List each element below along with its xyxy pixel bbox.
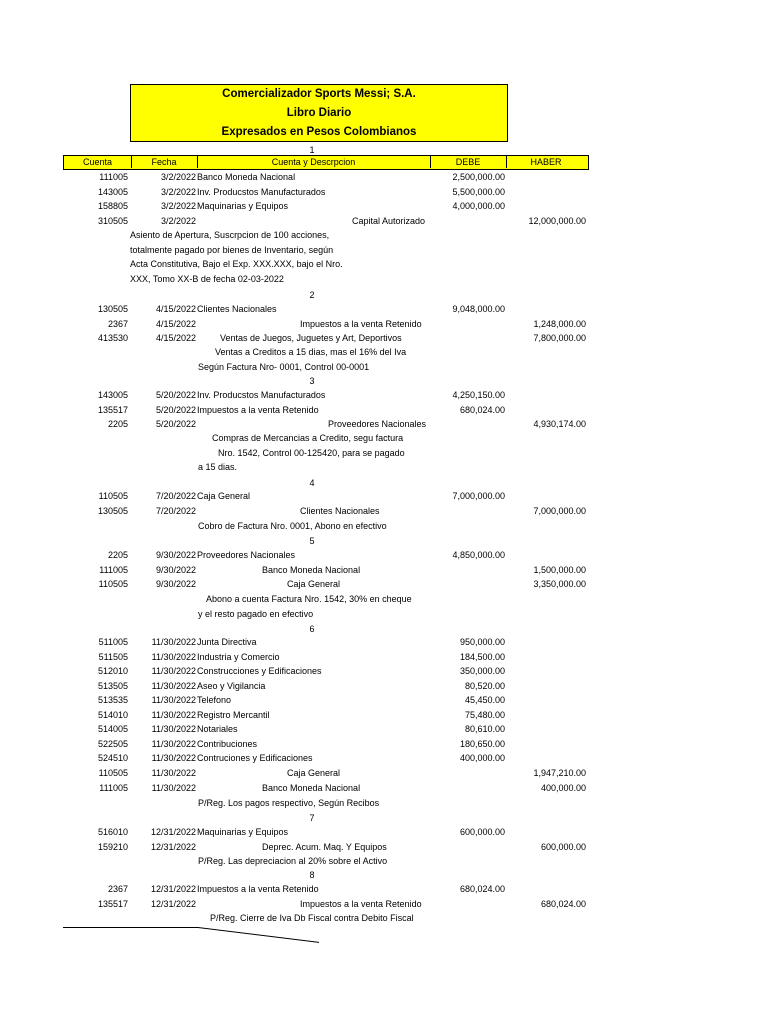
entry-number: 7 bbox=[309, 813, 315, 823]
debit-amount: 950,000.00 bbox=[459, 637, 505, 647]
account-description: Telefono bbox=[197, 695, 232, 706]
account-description: Maquinarias y Equipos bbox=[197, 827, 289, 837]
entry-note: P/Reg. Las depreciacion al 20% sobre el Activo bbox=[198, 856, 388, 866]
entry-note: Según Factura Nro- 0001, Control 00-0001 bbox=[198, 361, 370, 372]
entry-note: Nro. 1542, Control 00-125420, para se pagado bbox=[218, 447, 405, 458]
account-description: Impuestos a la venta Retenido bbox=[197, 884, 319, 894]
account-description: Clientes Nacionales bbox=[300, 506, 380, 516]
account-description: Caja General bbox=[287, 767, 341, 778]
journal-row bbox=[0, 635, 768, 649]
account-code: 143005 bbox=[97, 390, 128, 400]
entry-date: 5/20/2022 bbox=[155, 390, 196, 400]
journal-row bbox=[0, 331, 768, 345]
company-name: Comercializador Sports Messi; S.A. bbox=[222, 88, 416, 100]
debit-amount: 600,000.00 bbox=[459, 827, 505, 837]
account-code: 512010 bbox=[97, 666, 128, 677]
account-code: 111005 bbox=[99, 782, 128, 793]
entry-date: 9/30/2022 bbox=[155, 564, 196, 575]
credit-amount: 1,947,210.00 bbox=[533, 767, 586, 778]
journal-name: Libro Diario bbox=[286, 107, 352, 119]
entry-date: 12/31/2022 bbox=[150, 898, 196, 909]
account-code: 110505 bbox=[98, 767, 128, 778]
account-description: Inv. Producstos Manufacturados bbox=[197, 186, 326, 197]
journal-row bbox=[0, 882, 768, 896]
debit-amount: 180,650.00 bbox=[459, 738, 505, 749]
journal-row bbox=[0, 825, 768, 839]
account-code: 110505 bbox=[98, 491, 128, 501]
account-description: Contribuciones bbox=[197, 738, 258, 749]
debit-amount: 45,450.00 bbox=[464, 695, 505, 706]
bottom-rule bbox=[63, 927, 198, 928]
entry-number: 2 bbox=[309, 290, 315, 300]
account-code: 130505 bbox=[97, 304, 128, 314]
debit-amount: 4,250,150.00 bbox=[452, 390, 505, 400]
credit-amount: 400,000.00 bbox=[540, 782, 586, 793]
credit-amount: 680,024.00 bbox=[540, 898, 586, 909]
journal-row bbox=[0, 214, 768, 228]
credit-amount: 12,000,000.00 bbox=[528, 215, 586, 226]
account-description: Proveedores Nacionales bbox=[328, 419, 427, 429]
entry-note: Acta Constitutiva, Bajo el Exp. XXX.XXX, bajo el Nro. bbox=[130, 259, 343, 270]
entry-date: 11/30/2022 bbox=[151, 724, 196, 735]
credit-amount: 600,000.00 bbox=[540, 841, 586, 852]
journal-row bbox=[0, 388, 768, 402]
debit-amount: 7,000,000.00 bbox=[452, 491, 505, 501]
entry-date: 12/31/2022 bbox=[150, 841, 196, 852]
entry-date: 3/2/2022 bbox=[160, 186, 196, 197]
journal-row bbox=[0, 317, 768, 331]
journal-row bbox=[0, 737, 768, 751]
debit-amount: 4,850,000.00 bbox=[452, 550, 505, 560]
account-code: 130505 bbox=[97, 506, 128, 516]
entry-note: P/Reg. Cierre de Iva Db Fiscal contra Debito Fiscal bbox=[210, 913, 414, 923]
entry-date: 7/20/2022 bbox=[155, 491, 196, 501]
journal-row bbox=[0, 650, 768, 664]
entry-date: 9/30/2022 bbox=[155, 550, 196, 560]
entry-date: 11/30/2022 bbox=[151, 651, 196, 662]
debit-amount: 680,024.00 bbox=[459, 884, 505, 894]
entry-date: 9/30/2022 bbox=[155, 579, 196, 590]
account-description: Impuestos a la venta Retenido bbox=[300, 318, 422, 329]
account-description: Contruciones y Edificaciones bbox=[197, 753, 313, 764]
account-description: Inv. Producstos Manufacturados bbox=[197, 390, 326, 400]
account-description: Registro Mercantil bbox=[197, 709, 270, 720]
credit-amount: 1,248,000.00 bbox=[533, 318, 586, 329]
credit-amount: 1,500,000.00 bbox=[533, 564, 586, 575]
account-code: 310505 bbox=[97, 215, 128, 226]
entry-date: 11/30/2022 bbox=[151, 695, 196, 706]
entry-note: a 15 dias. bbox=[198, 462, 238, 473]
journal-title-block bbox=[130, 84, 508, 142]
entry-date: 11/30/2022 bbox=[151, 709, 196, 720]
debit-amount: 400,000.00 bbox=[459, 753, 505, 764]
account-code: 413530 bbox=[97, 333, 128, 343]
account-code: 2205 bbox=[107, 550, 128, 560]
entry-date: 7/20/2022 bbox=[155, 506, 196, 516]
account-code: 522505 bbox=[97, 738, 128, 749]
account-description: Clientes Nacionales bbox=[197, 304, 277, 314]
account-code: 135517 bbox=[97, 898, 128, 909]
account-code: 513535 bbox=[97, 695, 128, 706]
journal-row bbox=[0, 781, 768, 795]
entry-date: 3/2/2022 bbox=[160, 172, 196, 182]
account-code: 158805 bbox=[97, 201, 128, 212]
entry-note: Abono a cuenta Factura Nro. 1542, 30% en cheque bbox=[206, 594, 412, 604]
entry-date: 11/30/2022 bbox=[151, 637, 196, 647]
entry-note: y el resto pagado en efectivo bbox=[198, 608, 314, 619]
debit-amount: 350,000.00 bbox=[459, 666, 505, 677]
entry-date: 4/15/2022 bbox=[155, 304, 196, 314]
journal-row bbox=[0, 664, 768, 678]
header-descripcion: Cuenta y Descrpcion bbox=[197, 156, 431, 168]
entry-date: 11/30/2022 bbox=[151, 680, 196, 691]
entry-note: Asiento de Apertura, Suscrpcion de 100 acciones, bbox=[130, 230, 330, 240]
account-code: 2367 bbox=[107, 318, 128, 329]
debit-amount: 75,480.00 bbox=[464, 709, 505, 720]
entry-date: 11/30/2022 bbox=[151, 767, 196, 778]
account-code: 159210 bbox=[97, 841, 128, 852]
debit-amount: 4,000,000.00 bbox=[452, 201, 505, 212]
journal-row bbox=[0, 403, 768, 417]
account-code: 111005 bbox=[99, 564, 128, 575]
entry-date: 3/2/2022 bbox=[160, 201, 196, 212]
journal-row bbox=[0, 489, 768, 503]
header-haber: HABER bbox=[530, 157, 562, 167]
header-fecha: Fecha bbox=[131, 156, 198, 168]
bottom-diagonal-rule bbox=[198, 927, 319, 943]
account-code: 135517 bbox=[97, 404, 128, 415]
entry-number: 4 bbox=[309, 478, 315, 488]
debit-amount: 80,610.00 bbox=[464, 724, 505, 735]
entry-date: 11/30/2022 bbox=[151, 782, 196, 793]
debit-amount: 2,500,000.00 bbox=[452, 172, 505, 182]
entry-date: 5/20/2022 bbox=[155, 404, 196, 415]
account-code: 513505 bbox=[97, 680, 128, 691]
account-code: 511005 bbox=[98, 637, 128, 647]
journal-row bbox=[0, 840, 768, 854]
account-description: Deprec. Acum. Maq. Y Equipos bbox=[262, 841, 387, 852]
credit-amount: 3,350,000.00 bbox=[533, 579, 586, 590]
journal-row bbox=[0, 185, 768, 199]
account-code: 511505 bbox=[98, 651, 128, 662]
account-description: Impuestos a la venta Retenido bbox=[300, 898, 422, 909]
account-description: Capital Autorizado bbox=[352, 215, 426, 226]
journal-row bbox=[0, 302, 768, 316]
entry-date: 11/30/2022 bbox=[151, 666, 196, 677]
entry-note: XXX, Tomo XX-B de fecha 02-03-2022 bbox=[130, 273, 284, 284]
entry-note: Compras de Mercancias a Credito, segu factura bbox=[212, 433, 404, 443]
account-description: Caja General bbox=[197, 491, 251, 501]
account-description: Industria y Comercio bbox=[197, 651, 280, 662]
entry-date: 4/15/2022 bbox=[155, 333, 196, 343]
journal-row bbox=[0, 548, 768, 562]
journal-header-row bbox=[63, 155, 589, 170]
journal-row bbox=[0, 693, 768, 707]
entry-number: 6 bbox=[309, 624, 315, 634]
account-code: 514010 bbox=[97, 709, 128, 720]
entry-note: Ventas a Creditos a 15 dias, mas el 16% del Iva bbox=[215, 347, 407, 357]
debit-amount: 9,048,000.00 bbox=[452, 304, 505, 314]
account-description: Banco Moneda Nacional bbox=[262, 782, 361, 793]
account-description: Banco Moneda Nacional bbox=[197, 172, 296, 182]
account-code: 516010 bbox=[97, 827, 128, 837]
journal-row bbox=[0, 766, 768, 780]
account-code: 111005 bbox=[99, 172, 128, 182]
account-code: 514005 bbox=[97, 724, 128, 735]
journal-row bbox=[0, 708, 768, 722]
header-cuenta: Cuenta bbox=[64, 156, 132, 168]
journal-row bbox=[0, 504, 768, 518]
account-description: Construcciones y Edificaciones bbox=[197, 666, 322, 677]
entry-number: 5 bbox=[309, 536, 315, 546]
account-code: 524510 bbox=[97, 753, 128, 764]
account-description: Banco Moneda Nacional bbox=[262, 564, 361, 575]
entry-note: Cobro de Factura Nro. 0001, Abono en efectivo bbox=[198, 521, 387, 531]
entry-date: 11/30/2022 bbox=[151, 753, 196, 764]
account-description: Notariales bbox=[197, 724, 238, 735]
account-code: 2367 bbox=[107, 884, 128, 894]
account-description: Proveedores Nacionales bbox=[197, 550, 296, 560]
entry-number: 8 bbox=[309, 870, 315, 880]
credit-amount: 7,800,000.00 bbox=[533, 333, 586, 343]
entry-date: 5/20/2022 bbox=[155, 419, 196, 429]
debit-amount: 80,520.00 bbox=[464, 680, 505, 691]
entry-date: 12/31/2022 bbox=[150, 827, 196, 837]
journal-row bbox=[0, 577, 768, 591]
header-debe: DEBE bbox=[430, 156, 507, 168]
entry-number: 3 bbox=[309, 376, 315, 386]
debit-amount: 680,024.00 bbox=[459, 404, 505, 415]
entry-date: 4/15/2022 bbox=[155, 318, 196, 329]
entry-note: P/Reg. Los pagos respectivo, Según Recibos bbox=[198, 798, 380, 808]
account-description: Junta Directiva bbox=[197, 637, 257, 647]
credit-amount: 4,930,174.00 bbox=[533, 419, 586, 429]
account-code: 2205 bbox=[107, 419, 128, 429]
journal-row bbox=[0, 751, 768, 765]
account-code: 110505 bbox=[98, 579, 128, 590]
journal-row bbox=[0, 897, 768, 911]
journal-row bbox=[0, 170, 768, 184]
journal-row bbox=[0, 199, 768, 213]
entry-date: 12/31/2022 bbox=[150, 884, 196, 894]
account-description: Impuestos a la venta Retenido bbox=[197, 404, 319, 415]
entry-date: 3/2/2022 bbox=[160, 215, 196, 226]
debit-amount: 5,500,000.00 bbox=[452, 186, 505, 197]
journal-row bbox=[0, 722, 768, 736]
account-code: 143005 bbox=[97, 186, 128, 197]
account-description: Caja General bbox=[287, 579, 341, 590]
entry-note: totalmente pagado por bienes de Inventario, según bbox=[130, 244, 334, 255]
currency-note: Expresados en Pesos Colombianos bbox=[221, 126, 417, 138]
credit-amount: 7,000,000.00 bbox=[533, 506, 586, 516]
journal-row bbox=[0, 679, 768, 693]
entry-date: 11/30/2022 bbox=[151, 738, 196, 749]
entry-number: 1 bbox=[309, 145, 315, 155]
journal-row bbox=[0, 563, 768, 577]
account-description: Aseo y Vigilancia bbox=[197, 680, 266, 691]
account-description: Ventas de Juegos, Juguetes y Art, Deportivos bbox=[220, 333, 402, 343]
debit-amount: 184,500.00 bbox=[459, 651, 505, 662]
account-description: Maquinarias y Equipos bbox=[197, 201, 289, 212]
journal-row bbox=[0, 417, 768, 431]
